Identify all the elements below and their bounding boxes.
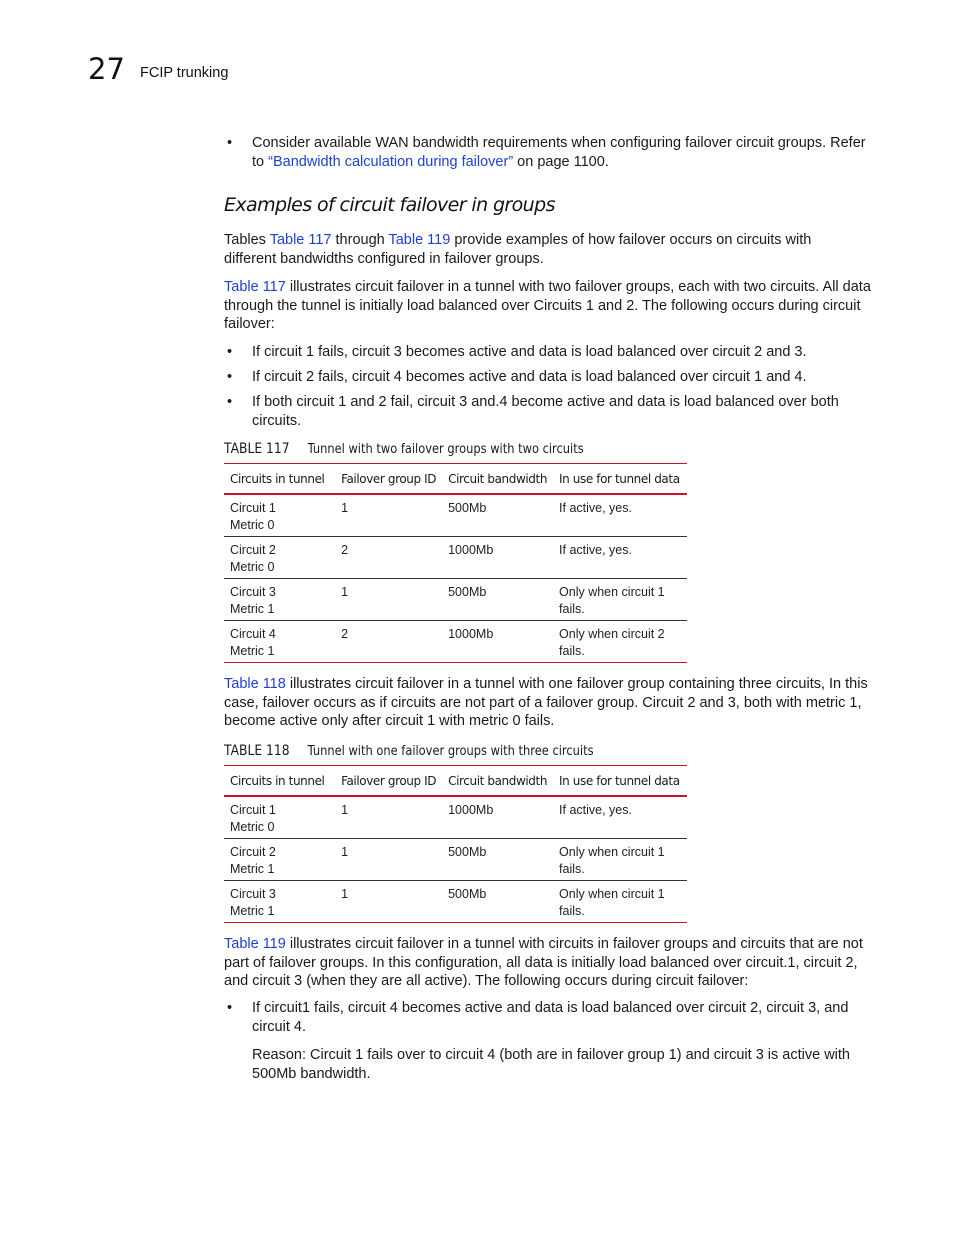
paragraph-table-118: Table 118 illustrates circuit failover in a tunnel with one failover group containing three circuits, In this case, failover occurs as if circuits are not part of a failover group. Circuit 2 and 3, both with metric 1, become active only after circuit 1 with metric 0 fails.: [224, 676, 868, 730]
cell-in-use: Only when circuit 1 fails.: [553, 579, 687, 621]
cell-group: 1: [335, 881, 442, 923]
cell-circuit: Circuit 3 Metric 1: [224, 579, 335, 621]
table-117: [224, 463, 687, 663]
table-number: TABLE 118: [224, 743, 290, 759]
intro-bullet-text: Consider available WAN bandwidth requirements when configuring failover circuit groups. Refer to “Bandwidth calculation during failover” on page 1100.: [252, 135, 866, 170]
table-number: TABLE 117: [224, 441, 290, 457]
column-header: Failover group ID: [335, 464, 442, 495]
list-item-text: If circuit 1 fails, circuit 3 becomes active and data is load balanced over circuit 2 and 3.: [252, 344, 807, 360]
table-row: [224, 796, 687, 839]
cell-bandwidth: 1000Mb: [442, 537, 553, 579]
cell-group: 1: [335, 796, 442, 839]
table-title: Tunnel with two failover groups with two circuits: [307, 442, 584, 457]
cell-group: 1: [335, 579, 442, 621]
cell-group: 1: [335, 494, 442, 537]
table-row: [224, 537, 687, 579]
table-row: [224, 839, 687, 881]
column-header: Circuit bandwidth: [442, 464, 553, 495]
chapter-title: FCIP trunking: [140, 65, 229, 81]
cell-bandwidth: 500Mb: [442, 579, 553, 621]
table-118: [224, 765, 687, 923]
table-118-link[interactable]: Table 118: [224, 676, 286, 692]
cell-circuit: Circuit 4 Metric 1: [224, 621, 335, 663]
table-119-link[interactable]: Table 119: [388, 232, 451, 248]
cell-group: 2: [335, 537, 442, 579]
cell-bandwidth: 1000Mb: [442, 796, 553, 839]
table-119-link[interactable]: Table 119: [224, 936, 286, 952]
table-117-link[interactable]: Table 117: [224, 279, 286, 295]
bandwidth-calculation-link[interactable]: “Bandwidth calculation during failover”: [268, 153, 514, 170]
column-header: In use for tunnel data: [553, 766, 687, 797]
cell-circuit: Circuit 3 Metric 1: [224, 881, 335, 923]
cell-bandwidth: 500Mb: [442, 881, 553, 923]
bullet-dot: •: [227, 344, 233, 360]
table-caption: [224, 743, 594, 759]
bullet-dot: •: [227, 1000, 233, 1016]
cell-group: 2: [335, 621, 442, 663]
paragraph-table-119: Table 119 illustrates circuit failover in a tunnel with circuits in failover groups and circuits that are not part of failover groups. In this configuration, all data is initially load balanced over circuit.1, circuit 2, and circuit 3 (when they are all active). The following occurs during circuit failover:: [224, 936, 863, 990]
cell-group: 1: [335, 839, 442, 881]
table-row: [224, 579, 687, 621]
table-row: [224, 621, 687, 663]
column-header: Circuits in tunnel: [224, 464, 335, 495]
bullet-dot: •: [227, 135, 233, 151]
column-header: Failover group ID: [335, 766, 442, 797]
cell-circuit: Circuit 1 Metric 0: [224, 796, 335, 839]
list-item-text: If both circuit 1 and 2 fail, circuit 3 and.4 become active and data is load balanced over both circuits.: [252, 394, 839, 429]
bullet-dot: •: [227, 369, 233, 385]
cell-in-use: If active, yes.: [553, 494, 687, 537]
table-title: Tunnel with one failover groups with three circuits: [307, 744, 594, 759]
cell-in-use: Only when circuit 1 fails.: [553, 839, 687, 881]
cell-in-use: If active, yes.: [553, 537, 687, 579]
table-row: [224, 494, 687, 537]
column-header: Circuit bandwidth: [442, 766, 553, 797]
reason-paragraph: Reason: Circuit 1 fails over to circuit 4 (both are in failover group 1) and circuit 3 is active with 500Mb bandwidth.: [252, 1047, 850, 1082]
cell-bandwidth: 500Mb: [442, 494, 553, 537]
paragraph-tables-intro: Tables Table 117 through Table 119 provide examples of how failover occurs on circuits with different bandwidths configured in failover groups.: [224, 232, 812, 267]
list-item-text: If circuit1 fails, circuit 4 becomes active and data is load balanced over circuit 2, circuit 3, and circuit 4.: [252, 1000, 849, 1035]
table-header-row: [224, 464, 687, 495]
paragraph-table-117: Table 117 illustrates circuit failover in a tunnel with two failover groups, each with two circuits. All data through the tunnel is initially load balanced over Circuits 1 and 2. The following occurs during circuit failover:: [224, 279, 871, 333]
table-117-link[interactable]: Table 117: [269, 232, 332, 248]
cell-circuit: Circuit 2 Metric 1: [224, 839, 335, 881]
cell-bandwidth: 500Mb: [442, 839, 553, 881]
table-caption: [224, 441, 584, 457]
cell-circuit: Circuit 1 Metric 0: [224, 494, 335, 537]
section-heading: Examples of circuit failover in groups: [224, 194, 555, 216]
cell-in-use: If active, yes.: [553, 796, 687, 839]
chapter-number: 27: [88, 52, 125, 86]
cell-in-use: Only when circuit 1 fails.: [553, 881, 687, 923]
cell-circuit: Circuit 2 Metric 0: [224, 537, 335, 579]
table-header-row: [224, 766, 687, 797]
cell-bandwidth: 1000Mb: [442, 621, 553, 663]
column-header: Circuits in tunnel: [224, 766, 335, 797]
list-item-text: If circuit 2 fails, circuit 4 becomes active and data is load balanced over circuit 1 and 4.: [252, 369, 807, 385]
cell-in-use: Only when circuit 2 fails.: [553, 621, 687, 663]
column-header: In use for tunnel data: [553, 464, 687, 495]
table-row: [224, 881, 687, 923]
bullet-dot: •: [227, 394, 233, 410]
